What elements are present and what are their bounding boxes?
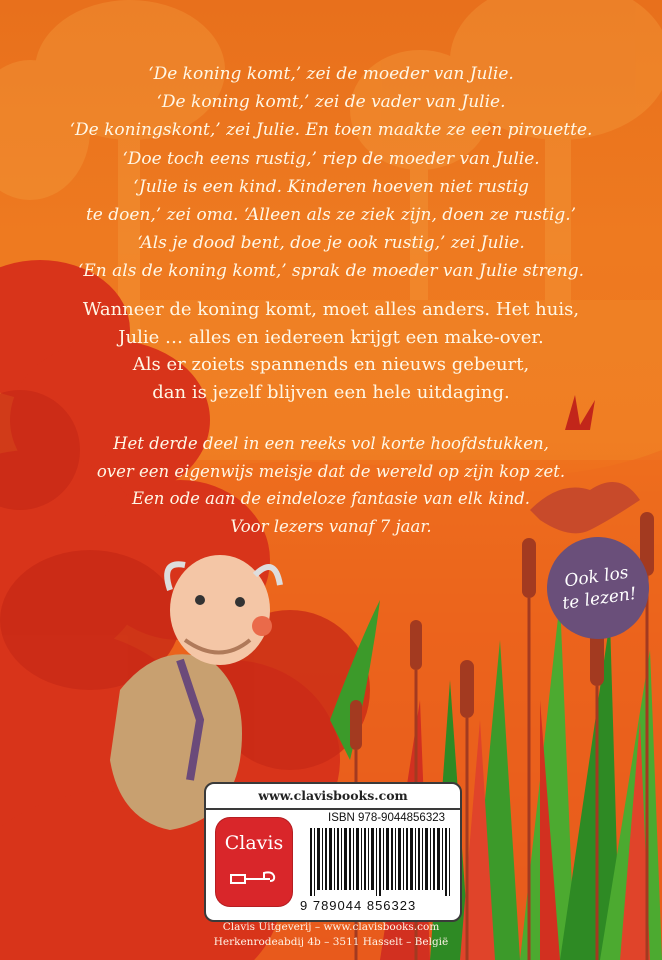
series-paragraph: [0, 430, 662, 540]
excerpt-line: ‘De koning komt,’ zei de vader van Julie.: [156, 92, 506, 113]
logo-text: Clavis: [224, 832, 284, 854]
excerpt-line: ‘De koning komt,’ zei de moeder van Julie.: [148, 64, 514, 84]
publisher-url[interactable]: www.clavisbooks.com: [206, 784, 460, 810]
summary-line: Als er zoiets spannends en nieuws gebeurt,: [132, 354, 530, 375]
key-icon: [230, 870, 278, 888]
publisher-line: Clavis Uitgeverij – www.clavisbooks.com: [222, 921, 440, 933]
barcode: [310, 828, 452, 896]
summary-line: Julie … alles en iedereen krijgt een make-over.: [118, 326, 544, 348]
excerpt-line: te doen,’ zei oma. ‘Alleen als ze ziek zijn, doen ze rustig.’: [85, 205, 577, 226]
excerpt-line: ‘Julie is een kind. Kinderen hoeven niet rustig: [133, 176, 529, 197]
isbn-label: ISBN 978-9044856323: [328, 812, 446, 824]
badge-line: te lezen!: [561, 583, 638, 614]
summary-line: Wanneer de koning komt, moet alles anders. Het huis,: [82, 299, 580, 320]
barcode-digits: 9 789044 856323: [300, 898, 417, 913]
excerpt-line: ‘Doe toch eens rustig,’ riep de moeder van Julie.: [122, 148, 540, 169]
excerpt-line: ‘Als je dood bent, doe je ook rustig,’ zei Julie.: [137, 233, 525, 254]
excerpt-line: ‘En als de koning komt,’ sprak de moeder van Julie streng.: [77, 261, 585, 282]
badge-line: Ook los: [563, 562, 630, 592]
isbn-panel: [204, 782, 462, 922]
publisher-address: Herkenrodeabdij 4b – 3511 Hasselt – België: [213, 936, 449, 948]
clavis-logo: [216, 818, 292, 906]
series-line: Een ode aan de eindeloze fantasie van elk kind.: [131, 489, 531, 508]
excerpt-line: ‘De koningskont,’ zei Julie. En toen maakte ze een pirouette.: [69, 120, 593, 141]
series-line: over een eigenwijs meisje dat de wereld op zijn kop zet.: [96, 461, 566, 481]
series-line: Voor lezers vanaf 7 jaar.: [230, 516, 432, 536]
excerpt-paragraph: [0, 60, 662, 286]
summary-line: dan is jezelf blijven een hele uitdaging.: [152, 381, 510, 403]
series-line: Het derde deel in een reeks vol korte hoofdstukken,: [113, 434, 549, 453]
summary-paragraph: [0, 296, 662, 406]
